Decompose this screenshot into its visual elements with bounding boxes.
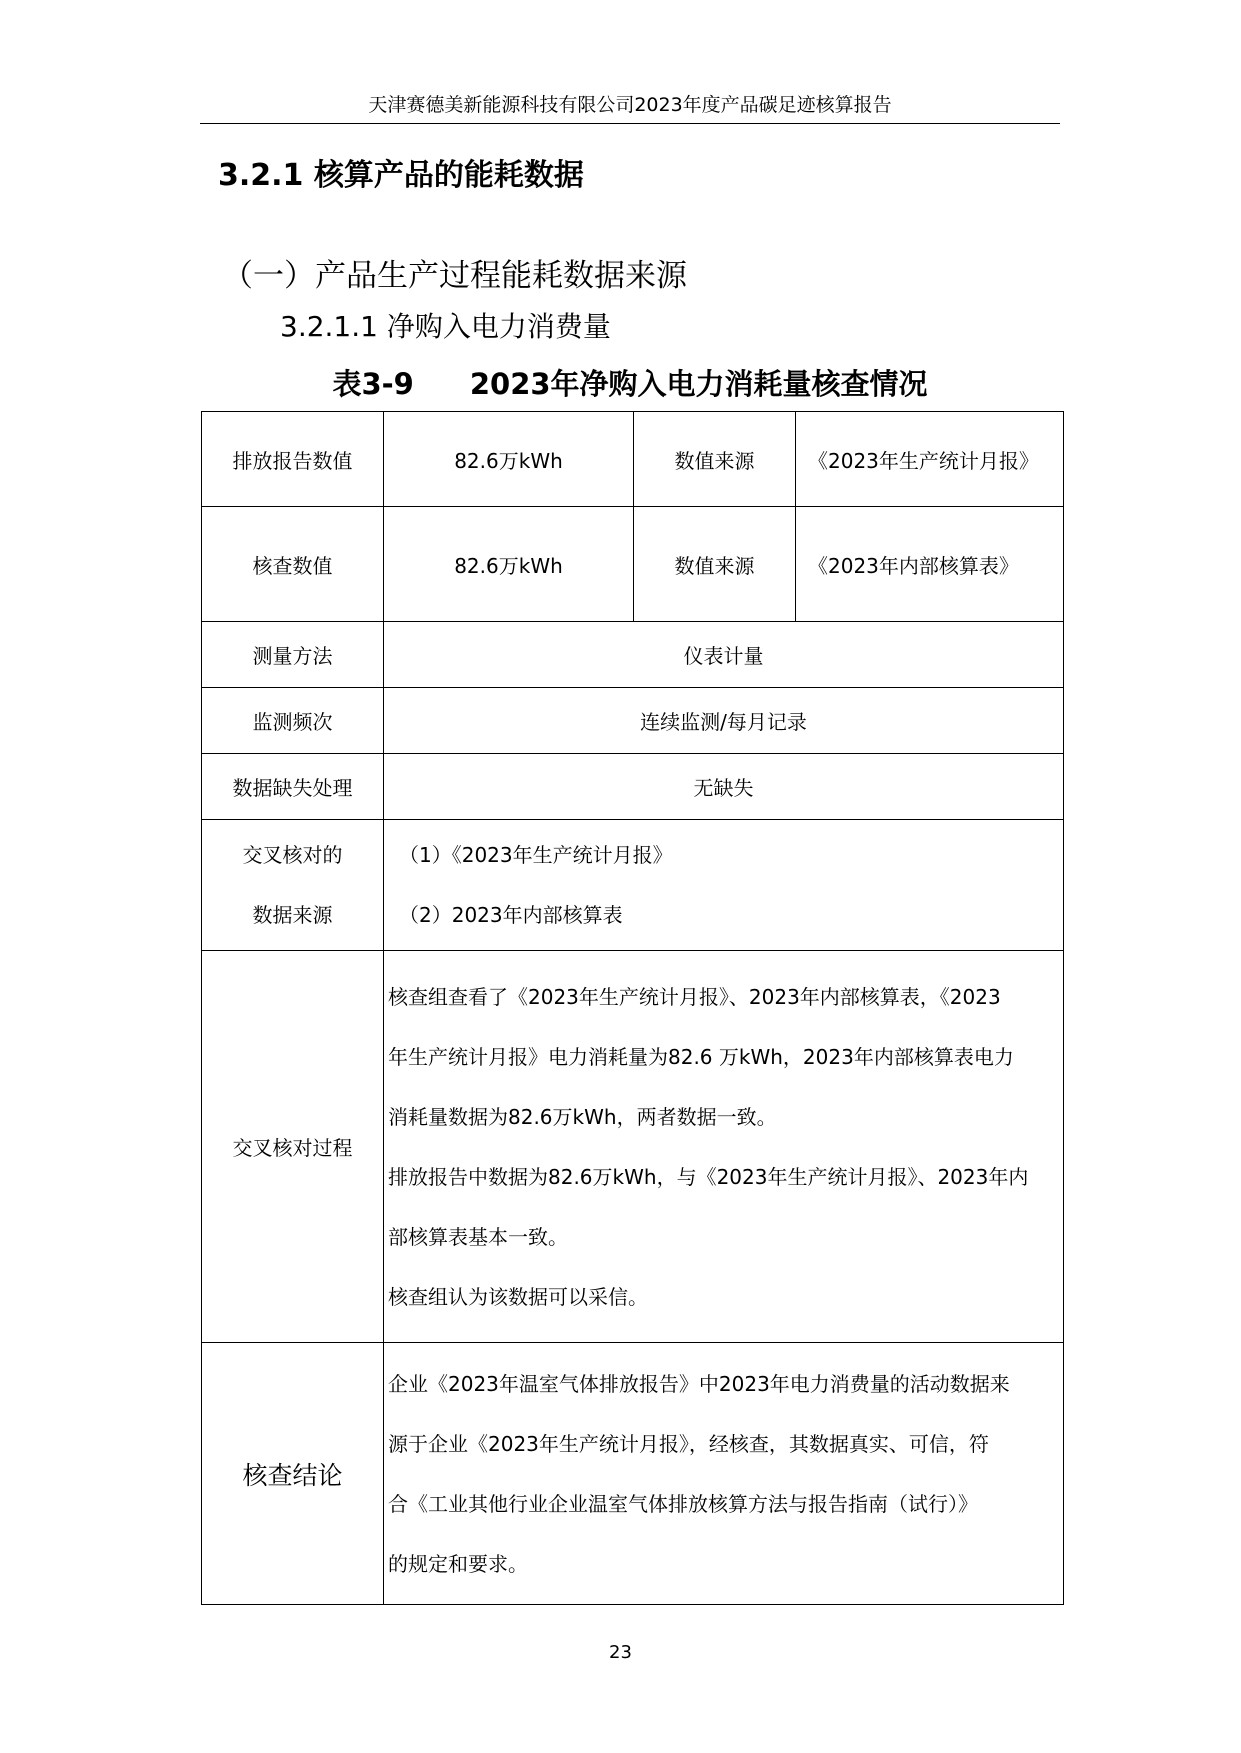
frequency-label: 监测频次	[202, 688, 384, 754]
electricity-verification-table	[201, 411, 1064, 1605]
paragraph-line: 的规定和要求。	[388, 1551, 528, 1576]
paragraph-line: 源于企业《2023年生产统计月报》，经核查，其数据真实、可信，符	[388, 1431, 989, 1456]
list-item: （2）2023年内部核算表	[399, 903, 623, 927]
table-row	[202, 507, 1064, 622]
missing-data-label: 数据缺失处理	[202, 754, 384, 820]
list-item: （1）《2023年生产统计月报》	[399, 843, 673, 867]
verified-source: 《2023年内部核算表》	[796, 507, 1064, 622]
cross-check-process	[384, 951, 1064, 1343]
table-row	[202, 622, 1064, 688]
label-line: 数据来源	[252, 903, 333, 927]
table-caption-title: 2023年净购入电力消耗量核查情况	[469, 367, 928, 401]
reported-source-label: 数值来源	[634, 412, 796, 507]
paragraph-line: 核查组认为该数据可以采信。	[388, 1284, 648, 1309]
verified-source-label: 数值来源	[634, 507, 796, 622]
table-row	[202, 412, 1064, 507]
frequency-value: 连续监测/每月记录	[384, 688, 1064, 754]
missing-data-value: 无缺失	[384, 754, 1064, 820]
paragraph-line: 排放报告中数据为82.6万kWh，与《2023年生产统计月报》、2023年内	[388, 1164, 1029, 1189]
table-caption-number: 表3-9	[332, 367, 414, 401]
reported-value-label: 排放报告数值	[202, 412, 384, 507]
header-rule	[200, 123, 1060, 124]
verified-value: 82.6万kWh	[384, 507, 634, 622]
section-heading: 3.2.1 核算产品的能耗数据	[218, 158, 584, 193]
cross-check-process-label: 交叉核对过程	[202, 951, 384, 1343]
paragraph-line: 消耗量数据为82.6万kWh，两者数据一致。	[388, 1104, 777, 1129]
method-value: 仪表计量	[384, 622, 1064, 688]
conclusion-label: 核查结论	[202, 1343, 384, 1605]
subsection-heading: （一）产品生产过程能耗数据来源	[222, 258, 687, 294]
reported-source: 《2023年生产统计月报》	[796, 412, 1064, 507]
table-row	[202, 688, 1064, 754]
table-row	[202, 1343, 1064, 1605]
cross-check-sources-label	[202, 820, 384, 951]
table-row	[202, 820, 1064, 951]
cross-check-sources	[384, 820, 1064, 951]
verified-value-label: 核查数值	[202, 507, 384, 622]
reported-value: 82.6万kWh	[384, 412, 634, 507]
paragraph-line: 年生产统计月报》电力消耗量为82.6 万kWh，2023年内部核算表电力	[388, 1044, 1014, 1069]
subsubsection-heading: 3.2.1.1 净购入电力消费量	[280, 310, 611, 343]
conclusion	[384, 1343, 1064, 1605]
table-caption	[200, 362, 1060, 403]
page-number: 23	[609, 1642, 632, 1663]
paragraph-line: 企业《2023年温室气体排放报告》中2023年电力消费量的活动数据来	[388, 1371, 1010, 1396]
table-row	[202, 754, 1064, 820]
running-header: 天津赛德美新能源科技有限公司2023年度产品碳足迹核算报告	[368, 94, 892, 116]
table-row	[202, 951, 1064, 1343]
paragraph-line: 核查组查看了《2023年生产统计月报》、2023年内部核算表，《2023	[388, 984, 1001, 1009]
label-line: 交叉核对的	[242, 843, 343, 867]
paragraph-line: 部核算表基本一致。	[388, 1224, 568, 1249]
method-label: 测量方法	[202, 622, 384, 688]
paragraph-line: 合《工业其他行业企业温室气体排放核算方法与报告指南（试行）》	[388, 1491, 978, 1516]
